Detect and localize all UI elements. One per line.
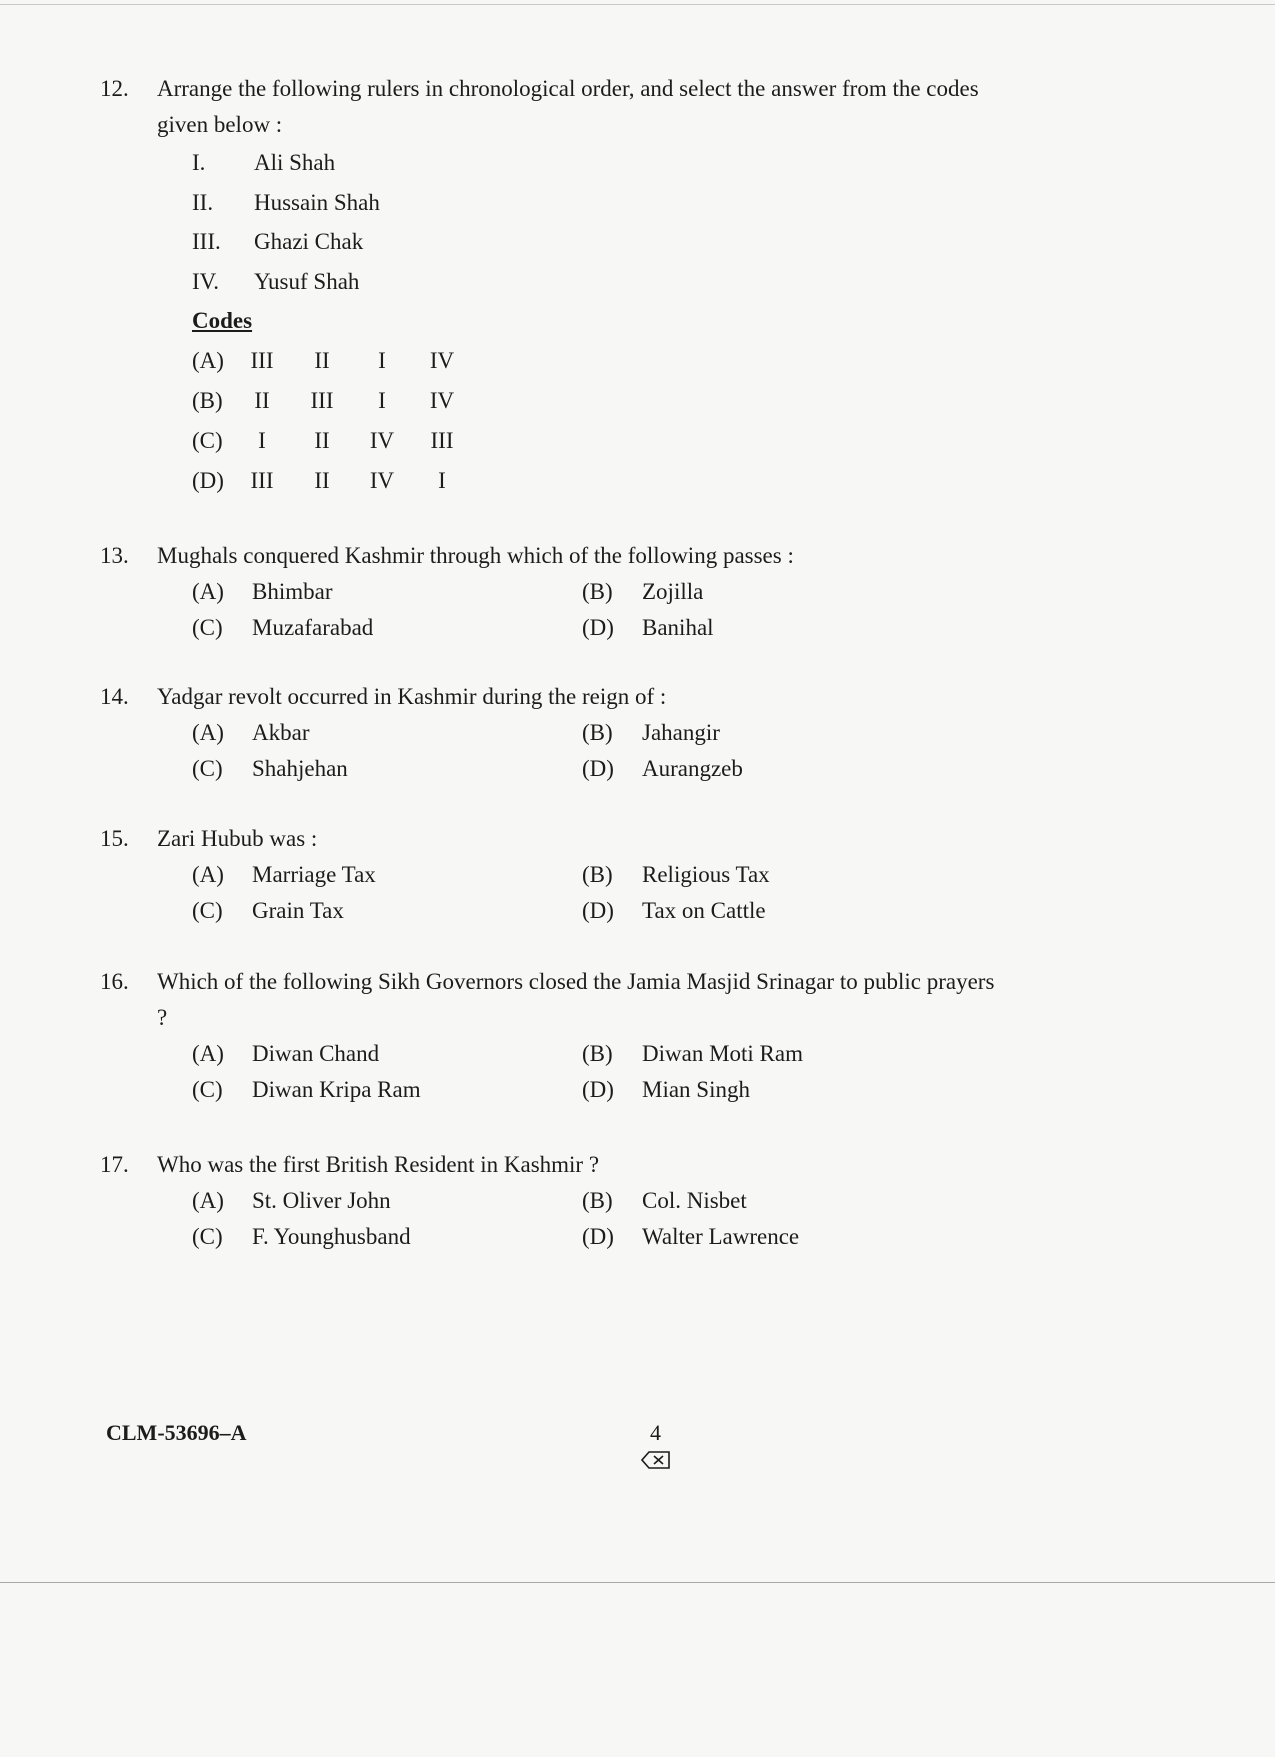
question-number: 12. <box>100 76 129 101</box>
option-label: (C) <box>192 615 223 640</box>
code-option-d <box>192 461 1000 501</box>
code-value: II <box>254 388 270 413</box>
code-option-c <box>192 421 1000 461</box>
options <box>192 715 892 787</box>
option-a <box>192 1183 391 1219</box>
option-text: Walter Lawrence <box>642 1224 800 1249</box>
option-label: (C) <box>192 428 223 453</box>
option-text: Zojilla <box>642 579 704 604</box>
option-c <box>192 751 348 787</box>
item-numeral: I. <box>192 150 206 175</box>
option-label: (B) <box>582 1188 613 1213</box>
option-c <box>192 1072 421 1108</box>
option-b <box>582 715 720 751</box>
option-label: (B) <box>582 862 613 887</box>
options <box>192 857 892 929</box>
option-b <box>582 1183 747 1219</box>
question-13 <box>100 538 1000 646</box>
options <box>192 574 892 646</box>
question-15 <box>100 821 1000 929</box>
option-d <box>582 1072 750 1108</box>
option-label: (C) <box>192 1224 223 1249</box>
option-c <box>192 610 373 646</box>
option-text: Bhimbar <box>252 579 333 604</box>
option-a <box>192 574 333 610</box>
option-text: Mian Singh <box>642 1077 750 1102</box>
option-label: (B) <box>582 579 613 604</box>
option-label: (B) <box>582 1041 613 1066</box>
option-a <box>192 715 309 751</box>
option-label: (D) <box>582 1224 614 1249</box>
option-text: Religious Tax <box>642 862 770 887</box>
paper-code: CLM-53696–A <box>106 1420 247 1445</box>
code-value: IV <box>369 428 395 453</box>
option-d <box>582 751 743 787</box>
code-value: III <box>250 348 274 373</box>
option-label: (A) <box>192 579 224 604</box>
option-b <box>582 574 703 610</box>
question-14 <box>100 679 1000 787</box>
question-12 <box>100 71 1000 501</box>
option-text: Grain Tax <box>252 898 344 923</box>
option-label: (A) <box>192 1041 224 1066</box>
question-text: Mughals conquered Kashmir through which of the following passes : <box>157 543 794 568</box>
option-text: Diwan Moti Ram <box>642 1041 803 1066</box>
option-text: Aurangzeb <box>642 756 743 781</box>
bottom-rule <box>0 1582 1275 1583</box>
code-option-a <box>192 341 1000 381</box>
option-label: (A) <box>192 862 224 887</box>
option-text: Jahangir <box>642 720 720 745</box>
option-b <box>582 857 770 893</box>
code-value: I <box>378 348 386 373</box>
option-text: Banihal <box>642 615 714 640</box>
option-c <box>192 893 344 929</box>
option-text: Col. Nisbet <box>642 1188 747 1213</box>
list-item <box>192 183 1000 223</box>
question-text: Who was the first British Resident in Kashmir ? <box>157 1152 600 1177</box>
question-text: Which of the following Sikh Governors closed the Jamia Masjid Srinagar to public prayers ? <box>157 969 995 1030</box>
option-label: (C) <box>192 756 223 781</box>
code-value: II <box>314 348 330 373</box>
option-text: Akbar <box>252 720 310 745</box>
code-value: IV <box>369 468 395 493</box>
option-c <box>192 1219 411 1255</box>
code-value: IV <box>429 388 455 413</box>
option-label: (B) <box>192 388 223 413</box>
question-number: 17. <box>100 1152 129 1177</box>
option-text: Muzafarabad <box>252 615 374 640</box>
item-numeral: III. <box>192 229 221 254</box>
option-b <box>582 1036 803 1072</box>
option-label: (C) <box>192 898 223 923</box>
option-label: (C) <box>192 1077 223 1102</box>
option-label: (A) <box>192 348 224 373</box>
option-a <box>192 1036 379 1072</box>
question-number: 15. <box>100 826 129 851</box>
item-text: Ghazi Chak <box>254 229 364 254</box>
code-value: I <box>438 468 446 493</box>
question-16 <box>100 964 1000 1108</box>
code-value: I <box>378 388 386 413</box>
option-text: F. Younghusband <box>252 1224 411 1249</box>
option-label: (B) <box>582 720 613 745</box>
code-option-b <box>192 381 1000 421</box>
option-d <box>582 1219 799 1255</box>
backspace-x-icon <box>641 1451 671 1469</box>
item-numeral: IV. <box>192 268 220 294</box>
option-label: (A) <box>192 720 224 745</box>
list-item <box>192 143 1000 183</box>
options <box>192 1183 892 1255</box>
option-label: (A) <box>192 1188 224 1213</box>
page-number: 4 <box>650 1420 661 1445</box>
question-17 <box>100 1147 1000 1255</box>
code-value: I <box>258 428 266 453</box>
question-text: Yadgar revolt occurred in Kashmir during the reign of : <box>157 684 667 709</box>
option-text: St. Oliver John <box>252 1188 391 1213</box>
ruler-list <box>192 143 1000 301</box>
code-value: II <box>314 468 330 493</box>
list-item <box>192 222 1000 262</box>
option-d <box>582 893 766 929</box>
item-numeral: II. <box>192 189 214 215</box>
list-item <box>192 262 1000 302</box>
option-label: (D) <box>582 1077 614 1102</box>
option-label: (D) <box>582 615 614 640</box>
option-label: (D) <box>192 468 224 493</box>
option-a <box>192 857 376 893</box>
question-text: Zari Hubub was : <box>157 826 318 851</box>
option-text: Shahjehan <box>252 756 348 781</box>
option-text: Diwan Chand <box>252 1041 380 1066</box>
code-value: II <box>314 428 330 453</box>
question-number: 14. <box>100 684 129 709</box>
code-value: III <box>250 468 274 493</box>
options <box>192 1036 892 1108</box>
code-value: III <box>310 388 334 413</box>
codes-heading: Codes <box>192 308 253 333</box>
item-text: Ali Shah <box>254 150 336 175</box>
top-rule <box>0 4 1275 5</box>
code-value: IV <box>429 348 455 373</box>
question-number: 13. <box>100 543 129 568</box>
question-number: 16. <box>100 969 129 994</box>
option-label: (D) <box>582 756 614 781</box>
code-value: III <box>430 428 454 453</box>
item-text: Hussain Shah <box>254 189 380 215</box>
question-text: Arrange the following rulers in chronological order, and select the answer from the codes given below : <box>157 76 979 137</box>
option-text: Diwan Kripa Ram <box>252 1077 421 1102</box>
item-text: Yusuf Shah <box>254 268 360 294</box>
option-label: (D) <box>582 898 614 923</box>
option-d <box>582 610 714 646</box>
option-text: Tax on Cattle <box>642 898 766 923</box>
option-text: Marriage Tax <box>252 862 376 887</box>
